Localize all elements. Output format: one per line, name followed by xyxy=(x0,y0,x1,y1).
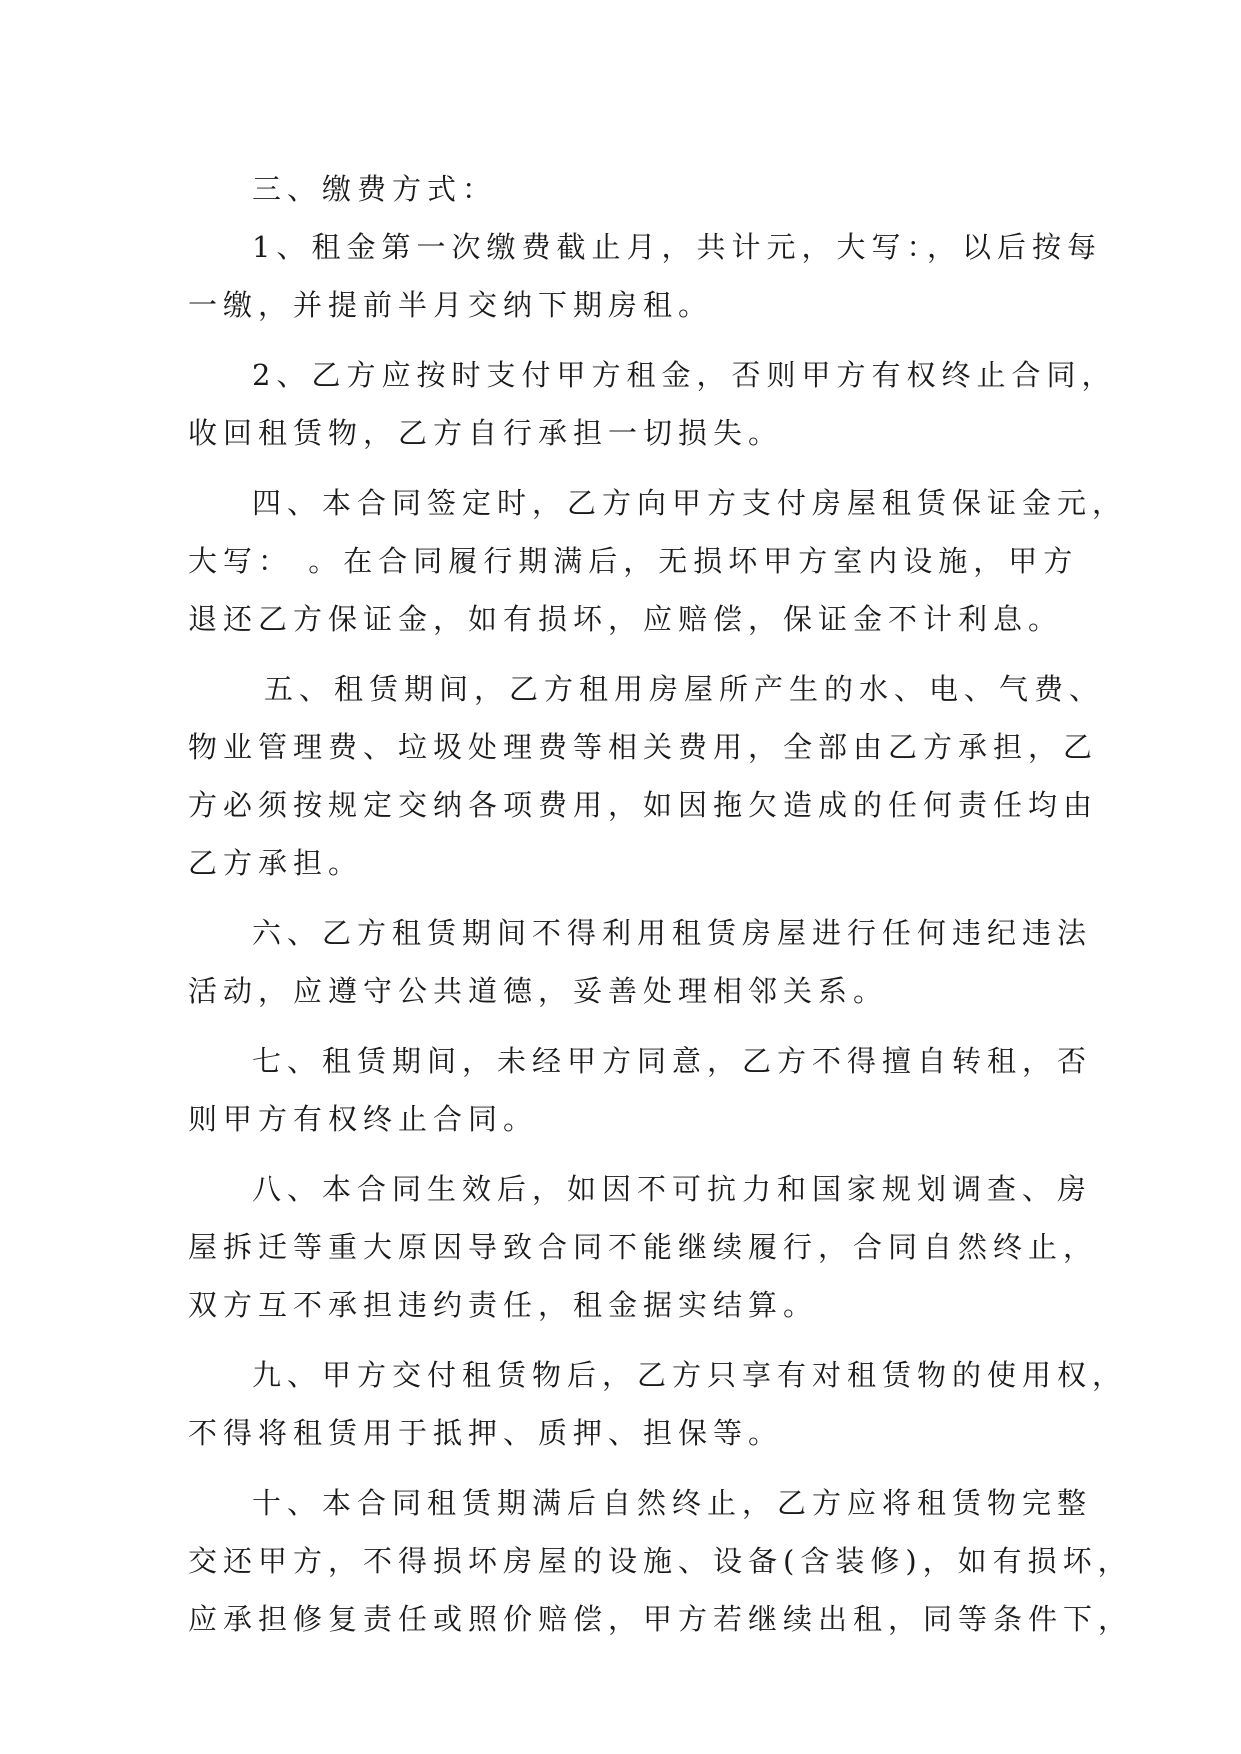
paragraph-line: 1、租金第一次缴费截止月，共计元，大写：，以后按每 xyxy=(252,230,1102,264)
paragraph-line: 四、本合同签定时，乙方向甲方支付房屋租赁保证金元， xyxy=(252,486,1128,520)
paragraph-line: 乙方承担。 xyxy=(188,846,364,880)
paragraph-line: 一缴，并提前半月交纳下期房租。 xyxy=(188,288,714,322)
paragraph-line: 方必须按规定交纳各项费用，如因拖欠造成的任何责任均由 xyxy=(188,788,1099,822)
paragraph-line: 十、本合同租赁期满后自然终止，乙方应将租赁物完整 xyxy=(252,1486,1093,1520)
paragraph-line: 九、甲方交付租赁物后，乙方只享有对租赁物的使用权， xyxy=(252,1358,1128,1392)
paragraph-line: 不得将租赁用于抵押、质押、担保等。 xyxy=(188,1416,784,1450)
section-heading-payment: 三、缴费方式： xyxy=(252,172,498,206)
paragraph-line: 收回租赁物，乙方自行承担一切损失。 xyxy=(188,416,784,450)
paragraph-line: 退还乙方保证金，如有损坏，应赔偿，保证金不计利息。 xyxy=(188,602,1064,636)
paragraph-line: 七、租赁期间，未经甲方同意，乙方不得擅自转租，否 xyxy=(252,1044,1093,1078)
document-body xyxy=(188,160,1134,1648)
paragraph-line: 物业管理费、垃圾处理费等相关费用，全部由乙方承担，乙 xyxy=(188,730,1099,764)
paragraph-line: 活动，应遵守公共道德，妥善处理相邻关系。 xyxy=(188,974,889,1008)
paragraph-line: 双方互不承担违约责任，租金据实结算。 xyxy=(188,1288,819,1322)
paragraph-line: 交还甲方，不得损坏房屋的设施、设备(含装修)，如有损坏， xyxy=(188,1544,1133,1578)
paragraph-line: 屋拆迁等重大原因导致合同不能继续履行，合同自然终止， xyxy=(188,1230,1099,1264)
paragraph-line: 六、乙方租赁期间不得利用租赁房屋进行任何违纪违法 xyxy=(252,916,1093,950)
paragraph-line: 五、租赁期间，乙方租用房屋所产生的水、电、气费、 xyxy=(264,672,1105,706)
paragraph-line: 大写： 。在合同履行期满后，无损坏甲方室内设施，甲方 xyxy=(188,544,1079,578)
paragraph-line: 2、乙方应按时支付甲方租金，否则甲方有权终止合同， xyxy=(252,358,1117,392)
paragraph-line: 八、本合同生效后，如因不可抗力和国家规划调查、房 xyxy=(252,1172,1093,1206)
paragraph-line: 则甲方有权终止合同。 xyxy=(188,1102,539,1136)
paragraph-line: 应承担修复责任或照价赔偿，甲方若继续出租，同等条件下， xyxy=(188,1602,1134,1636)
